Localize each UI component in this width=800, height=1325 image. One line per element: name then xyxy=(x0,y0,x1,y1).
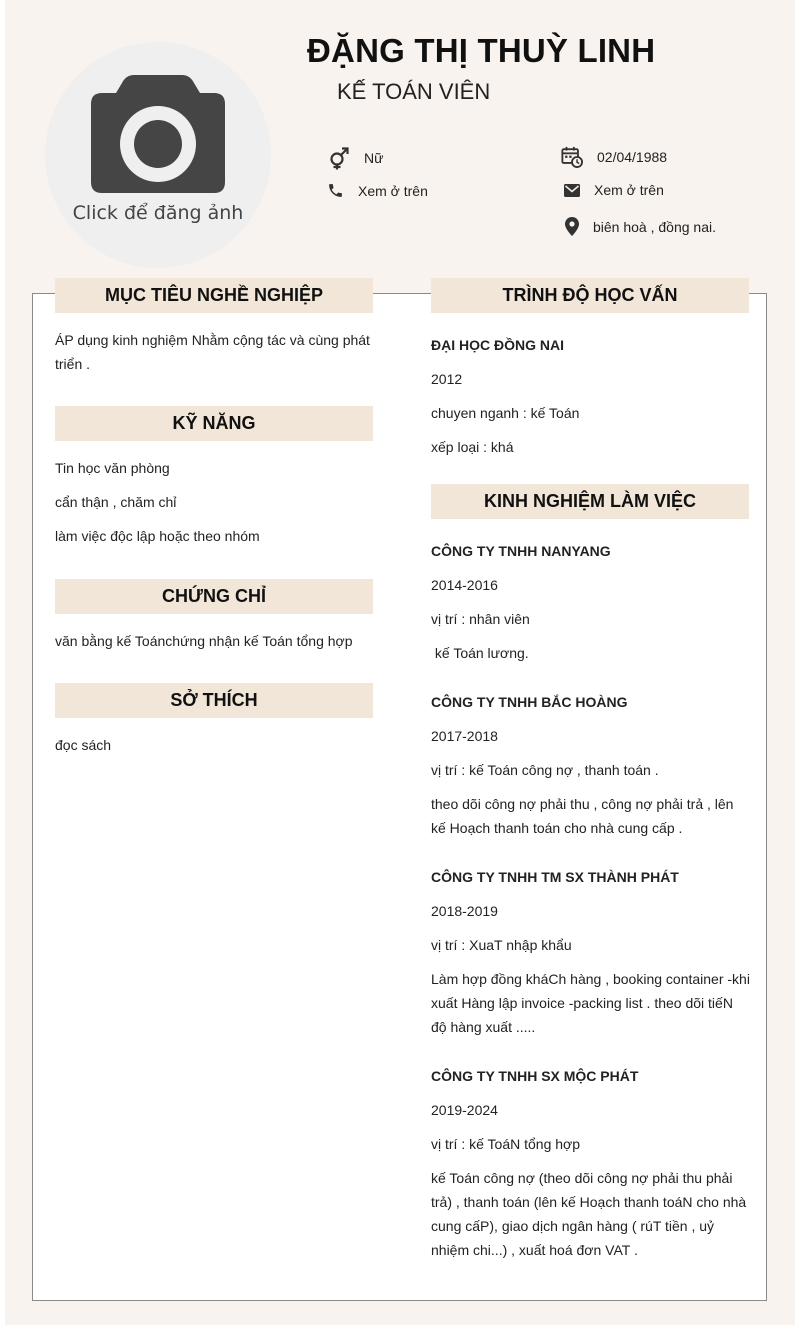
job-position: vị trí : XuaT nhập khẩu xyxy=(431,937,572,953)
email-value: Xem ở trên xyxy=(594,182,664,198)
job-company: CÔNG TY TNHH TM SX THÀNH PHÁT xyxy=(431,869,679,885)
job-position: vị trí : nhân viên xyxy=(431,611,530,627)
location-pin-icon xyxy=(565,217,579,236)
skills-heading: KỸ NĂNG xyxy=(55,406,373,441)
job-position: vị trí : kế Toán công nợ , thanh toán . xyxy=(431,762,659,778)
skill-item: Tin học văn phòng xyxy=(55,460,170,476)
school-name: ĐẠI HỌC ĐỒNG NAI xyxy=(431,337,564,353)
photo-upload[interactable] xyxy=(45,42,271,268)
phone-icon xyxy=(327,182,344,199)
job-period: 2014-2016 xyxy=(431,577,498,593)
birthday-info xyxy=(561,146,667,168)
experience-heading: KINH NGHIỆM LÀM VIỆC xyxy=(431,484,749,519)
job-period: 2018-2019 xyxy=(431,903,498,919)
job-period: 2019-2024 xyxy=(431,1102,498,1118)
job-title: KẾ TOÁN VIÊN xyxy=(337,79,491,104)
job-description: theo dõi công nợ phải thu , công nợ phải trả , lên kế Hoạch thanh toán cho nhà cung cấp . xyxy=(431,796,734,836)
gender-value: Nữ xyxy=(364,150,384,166)
phone-info xyxy=(327,182,428,199)
education-heading: TRÌNH ĐỘ HỌC VẤN xyxy=(431,278,749,313)
job-position: vị trí : kế ToáN tổng hợp xyxy=(431,1136,580,1152)
gender-icon xyxy=(328,146,350,170)
job-description: kế Toán công nợ (theo dõi công nợ phải thu phải trả) , thanh toán (lên kế Hoạch thanh toáN cho nhà cung cấP), giao dịch ngân hàng ( rúT tiền , uỷ nhiệm chi...) , xuất hoá đơn VAT . xyxy=(431,1170,747,1258)
calendar-icon xyxy=(561,146,583,168)
job-company: CÔNG TY TNHH BẮC HOÀNG xyxy=(431,694,628,710)
job-period: 2017-2018 xyxy=(431,728,498,744)
hobbies-text: đọc sách xyxy=(55,737,112,753)
job-description: Làm hợp đồng kháCh hàng , booking container -khi xuất Hàng lập invoice -packing list . theo dõi tiếN độ hàng xuất ..... xyxy=(431,971,750,1035)
birthday-value: 02/04/1988 xyxy=(597,149,668,165)
certificates-text: văn bằng kế Toánchứng nhận kế Toán tổng hợp xyxy=(55,633,353,649)
camera-icon xyxy=(90,75,226,197)
email-info xyxy=(564,182,664,198)
phone-value: Xem ở trên xyxy=(358,182,428,199)
photo-upload-label: Click để đăng ảnh xyxy=(72,202,244,224)
certificates-heading: CHỨNG CHỈ xyxy=(55,579,373,614)
gender-info xyxy=(328,146,383,170)
grade: xếp loại : khá xyxy=(431,439,514,455)
job-description: kế Toán lương. xyxy=(431,645,529,661)
address-info xyxy=(565,217,716,236)
objective-heading: MỤC TIÊU NGHỀ NGHIỆP xyxy=(55,278,373,313)
email-icon xyxy=(564,184,580,197)
address-value: biên hoà , đồng nai. xyxy=(593,218,716,235)
hobbies-heading: SỞ THÍCH xyxy=(55,683,373,718)
skill-item: cẩn thận , chăm chỉ xyxy=(55,494,177,510)
skill-item: làm việc độc lập hoặc theo nhóm xyxy=(55,528,260,544)
graduation-year: 2012 xyxy=(431,371,463,387)
major: chuyen nganh : kế Toán xyxy=(431,405,580,421)
job-company: CÔNG TY TNHH SX MỘC PHÁT xyxy=(431,1068,639,1084)
job-company: CÔNG TY TNHH NANYANG xyxy=(431,543,611,559)
candidate-name: ĐẶNG THỊ THUỲ LINH xyxy=(307,32,656,69)
objective-text: ÁP dụng kinh nghiệm Nhằm cộng tác và cùng phát triển . xyxy=(55,332,370,372)
